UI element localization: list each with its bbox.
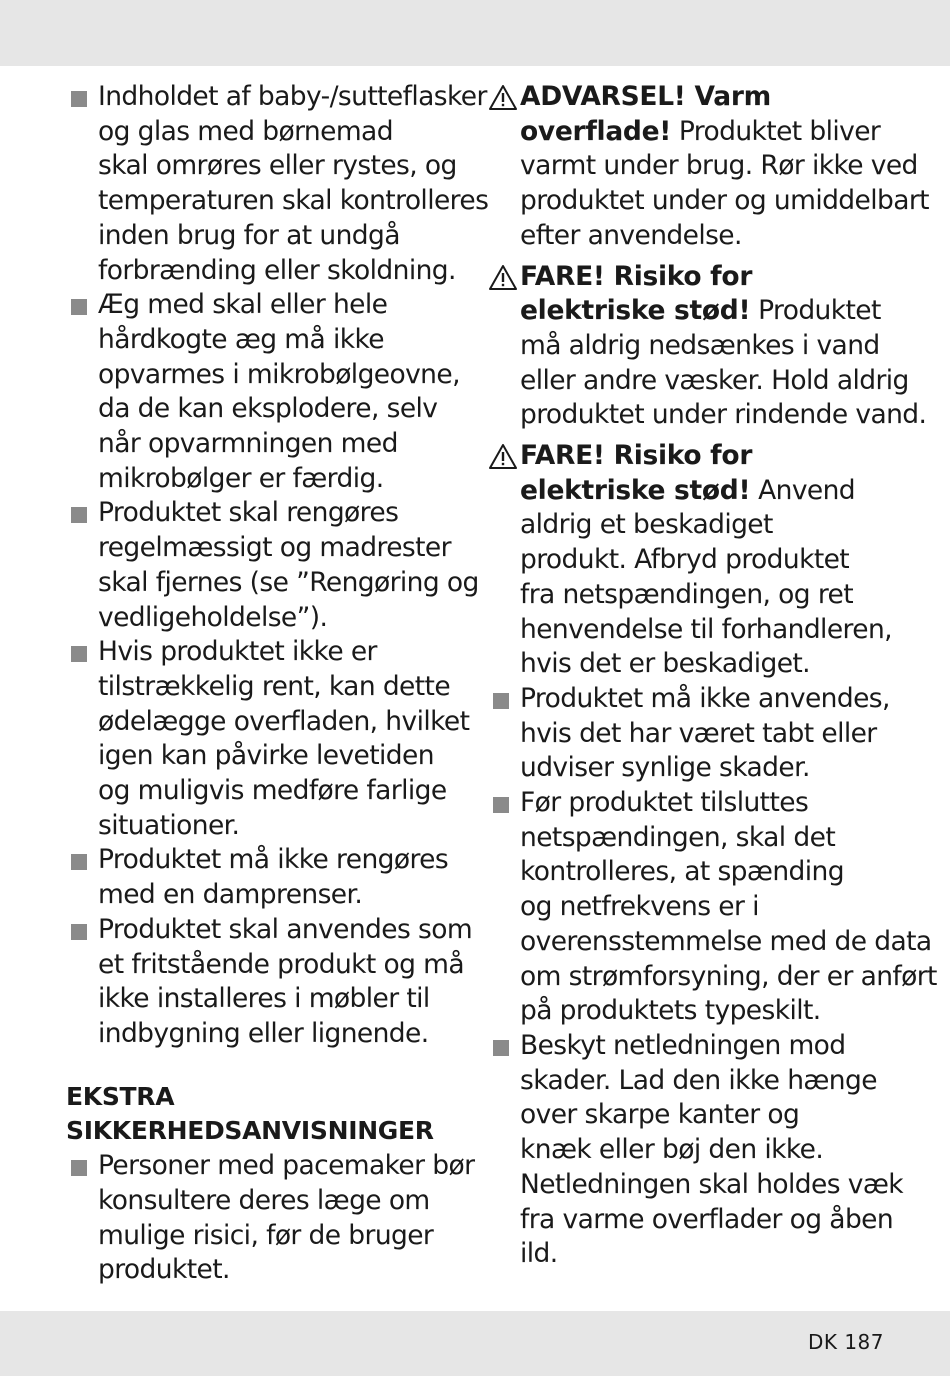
text-line: må aldrig nedsænkes i vand bbox=[520, 329, 880, 361]
text-line: henvendelse til forhandleren, bbox=[520, 613, 892, 645]
warning-title: elektriske stød! bbox=[520, 295, 751, 327]
text-line: hårdkogte æg må ikke bbox=[98, 323, 384, 355]
warning-title-line bbox=[520, 474, 898, 509]
list-item bbox=[66, 80, 489, 288]
list-item bbox=[488, 786, 937, 1029]
text-line: og glas med børnemad bbox=[98, 115, 393, 147]
list-item bbox=[66, 1149, 475, 1288]
text-line: og netfrekvens er i bbox=[520, 891, 759, 923]
text-line: Før produktet tilsluttes bbox=[520, 787, 809, 819]
section-heading-extra-safety bbox=[66, 1080, 462, 1149]
warning-title: overflade! bbox=[520, 115, 672, 147]
text-line: fra varme overflader og åben bbox=[520, 1203, 894, 1235]
text-line: kontrolleres, at spænding bbox=[520, 856, 844, 888]
warning-text: Anvend bbox=[758, 474, 856, 506]
section-heading-line: EKSTRA bbox=[66, 1081, 175, 1111]
text-line: efter anvendelse. bbox=[520, 219, 742, 251]
left-bullet-list bbox=[66, 80, 489, 1052]
text-line: indbygning eller lignende. bbox=[98, 1017, 429, 1049]
square-bullet-icon bbox=[71, 646, 87, 662]
right-column bbox=[488, 80, 937, 1272]
text-line: eller andre væsker. Hold aldrig bbox=[520, 364, 909, 396]
page-number: DK 187 bbox=[807, 1330, 884, 1354]
text-line: skal omrøres eller rystes, og bbox=[98, 150, 457, 182]
list-item bbox=[488, 682, 898, 786]
text-line: inden brug for at undgå bbox=[98, 219, 400, 251]
warning-title: FARE! Risiko for bbox=[520, 260, 753, 292]
text-line: produktet under og umiddelbart bbox=[520, 185, 929, 217]
text-line: temperaturen skal kontrolleres bbox=[98, 185, 489, 217]
text-line: mikrobølger er færdig. bbox=[98, 462, 384, 494]
text-line: udviser synlige skader. bbox=[520, 752, 810, 784]
text-line: da de kan eksplodere, selv bbox=[98, 393, 438, 425]
text-line: ødelægge overfladen, hvilket bbox=[98, 705, 470, 737]
text-line: Produktet skal rengøres bbox=[98, 497, 399, 529]
warning-item bbox=[488, 439, 898, 682]
text-line: knæk eller bøj den ikke. bbox=[520, 1134, 824, 1166]
text-line: ikke installeres i møbler til bbox=[98, 983, 430, 1015]
text-line: produktet. bbox=[98, 1254, 230, 1286]
text-line: overensstemmelse med de data bbox=[520, 925, 932, 957]
text-line: aldrig et beskadiget bbox=[520, 509, 773, 541]
text-line: på produktets typeskilt. bbox=[520, 995, 821, 1027]
square-bullet-icon bbox=[71, 854, 87, 870]
warning-title: elektriske stød! bbox=[520, 474, 751, 506]
text-line: Indholdet af baby-/sutteflasker bbox=[98, 81, 487, 112]
text-line: når opvarmningen med bbox=[98, 428, 398, 460]
text-line: over skarpe kanter og bbox=[520, 1099, 800, 1131]
square-bullet-icon bbox=[493, 693, 509, 709]
square-bullet-icon bbox=[493, 1040, 509, 1056]
section-heading-line: SIKKERHEDSANVISNINGER bbox=[66, 1116, 434, 1146]
warning-title-line bbox=[520, 294, 898, 329]
header-band bbox=[0, 0, 950, 66]
text-line: konsultere deres læge om bbox=[98, 1184, 430, 1216]
text-line: Produktet må ikke anvendes, bbox=[520, 682, 890, 714]
text-line: hvis det har været tabt eller bbox=[520, 717, 877, 749]
text-line: Netledningen skal holdes væk bbox=[520, 1168, 903, 1200]
text-line: et fritstående produkt og må bbox=[98, 948, 465, 980]
text-line: vedligeholdelse”). bbox=[98, 601, 328, 633]
text-line: forbrænding eller skoldning. bbox=[98, 254, 456, 286]
text-line: Æg med skal eller hele bbox=[98, 289, 388, 321]
text-line: skal fjernes (se ”Rengøring og bbox=[98, 566, 479, 598]
text-line: ild. bbox=[520, 1238, 558, 1270]
text-line: om strømforsyning, der er anført bbox=[520, 960, 937, 992]
text-line: produkt. Afbryd produktet bbox=[520, 544, 850, 576]
warning-title: FARE! Risiko for bbox=[520, 440, 753, 472]
right-bullet-list bbox=[488, 682, 937, 1272]
extra-safety-bullet-list bbox=[66, 1149, 475, 1288]
warning-text: Produktet bbox=[758, 295, 881, 327]
list-item bbox=[66, 288, 462, 496]
list-item bbox=[66, 843, 462, 912]
square-bullet-icon bbox=[71, 507, 87, 523]
text-line: tilstrækkelig rent, kan dette bbox=[98, 670, 451, 702]
square-bullet-icon bbox=[493, 797, 509, 813]
text-line: netspændingen, skal det bbox=[520, 821, 836, 853]
text-line: Produktet må ikke rengøres bbox=[98, 844, 449, 876]
warning-item bbox=[488, 80, 929, 254]
warning-item bbox=[488, 260, 927, 434]
text-line: fra netspændingen, og ret bbox=[520, 578, 854, 610]
square-bullet-icon bbox=[71, 91, 87, 107]
warning-title: ADVARSEL! Varm bbox=[520, 81, 771, 112]
square-bullet-icon bbox=[71, 1160, 87, 1176]
text-line: Personer med pacemaker bør bbox=[98, 1150, 475, 1182]
text-line: Beskyt netledningen mod bbox=[520, 1029, 846, 1061]
text-line: igen kan påvirke levetiden bbox=[98, 740, 434, 772]
list-item bbox=[66, 635, 470, 843]
text-line: med en damprenser. bbox=[98, 879, 363, 911]
text-line: opvarmes i mikrobølgeovne, bbox=[98, 358, 460, 390]
text-line: regelmæssigt og madrester bbox=[98, 532, 451, 564]
text-line: mulige risici, før de bruger bbox=[98, 1219, 434, 1251]
text-line: varmt under brug. Rør ikke ved bbox=[520, 150, 918, 182]
warning-text: Produktet bliver bbox=[678, 115, 881, 147]
text-line: Produktet skal anvendes som bbox=[98, 913, 473, 945]
warning-title-line bbox=[520, 115, 898, 150]
text-line: og muligvis medføre farlige bbox=[98, 775, 447, 807]
text-line: situationer. bbox=[98, 809, 240, 841]
text-line: Hvis produktet ikke er bbox=[98, 636, 377, 668]
list-item bbox=[66, 913, 473, 1052]
list-item bbox=[488, 1029, 903, 1272]
square-bullet-icon bbox=[71, 299, 87, 315]
text-line: hvis det er beskadiget. bbox=[520, 648, 811, 680]
warning-list bbox=[488, 80, 929, 682]
list-item bbox=[66, 496, 479, 635]
text-line: skader. Lad den ikke hænge bbox=[520, 1064, 877, 1096]
text-line: produktet under rindende vand. bbox=[520, 399, 927, 431]
left-column bbox=[66, 80, 489, 1288]
square-bullet-icon bbox=[71, 924, 87, 940]
